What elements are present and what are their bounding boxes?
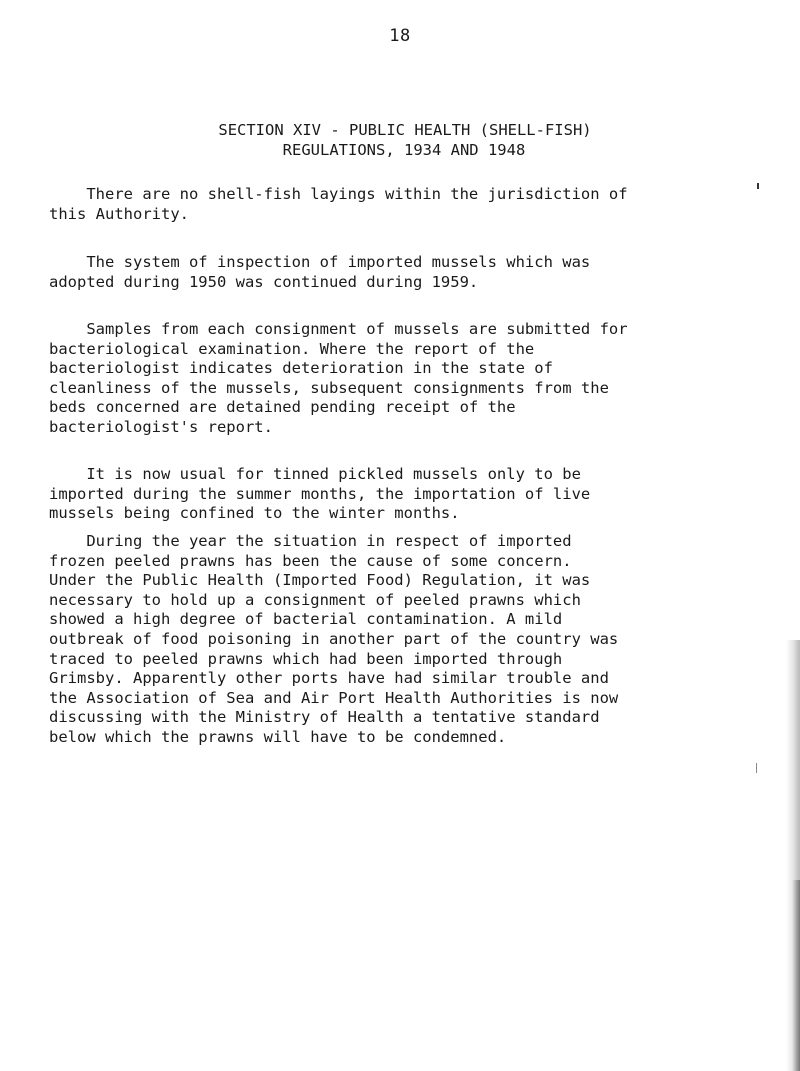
section-heading	[0, 120, 800, 160]
section-heading-line-1: SECTION XIV - PUBLIC HEALTH (SHELL-FISH)	[218, 121, 592, 139]
paragraph-2: The system of inspection of imported mussels which was adopted during 1950 was continued during 1959.	[49, 253, 591, 291]
paragraph-5: During the year the situation in respect of imported frozen peeled prawns has been the cause of some concern. Under the Public Health (Imported Food) Regulation, it was necessary to hold up a consignment of peeled prawns which showed a high degree of bacterial contamination. A mild outbreak of food poisoning in another part of the country was traced to peeled prawns which had been imported through Grimsby. Apparently other ports have had similar trouble and the Association of Sea and Air Port Health Authorities is now discussing with the Ministry of Health a tentative standard below which the prawns will have to be condemned.	[49, 532, 619, 746]
paragraph-4: It is now usual for tinned pickled mussels only to be imported during the summer months, the importation of live mussels being confined to the winter months.	[49, 465, 591, 523]
scan-edge-shadow	[792, 880, 800, 1071]
paragraph-3: Samples from each consignment of mussels are submitted for bacteriological examination. Where the report of the bacteriologist indicates deterioration in the state of cleanliness of the mussels, subsequent consignments from the beds concerned are detained pending receipt of the bacteriologist's report.	[49, 320, 628, 436]
scan-speck	[757, 183, 759, 189]
page-number: 18	[389, 26, 411, 46]
scan-speck	[756, 763, 757, 773]
section-heading-line-2: REGULATIONS, 1934 AND 1948	[282, 141, 526, 159]
paragraph-1: There are no shell-fish layings within the jurisdiction of this Authority.	[49, 185, 628, 223]
